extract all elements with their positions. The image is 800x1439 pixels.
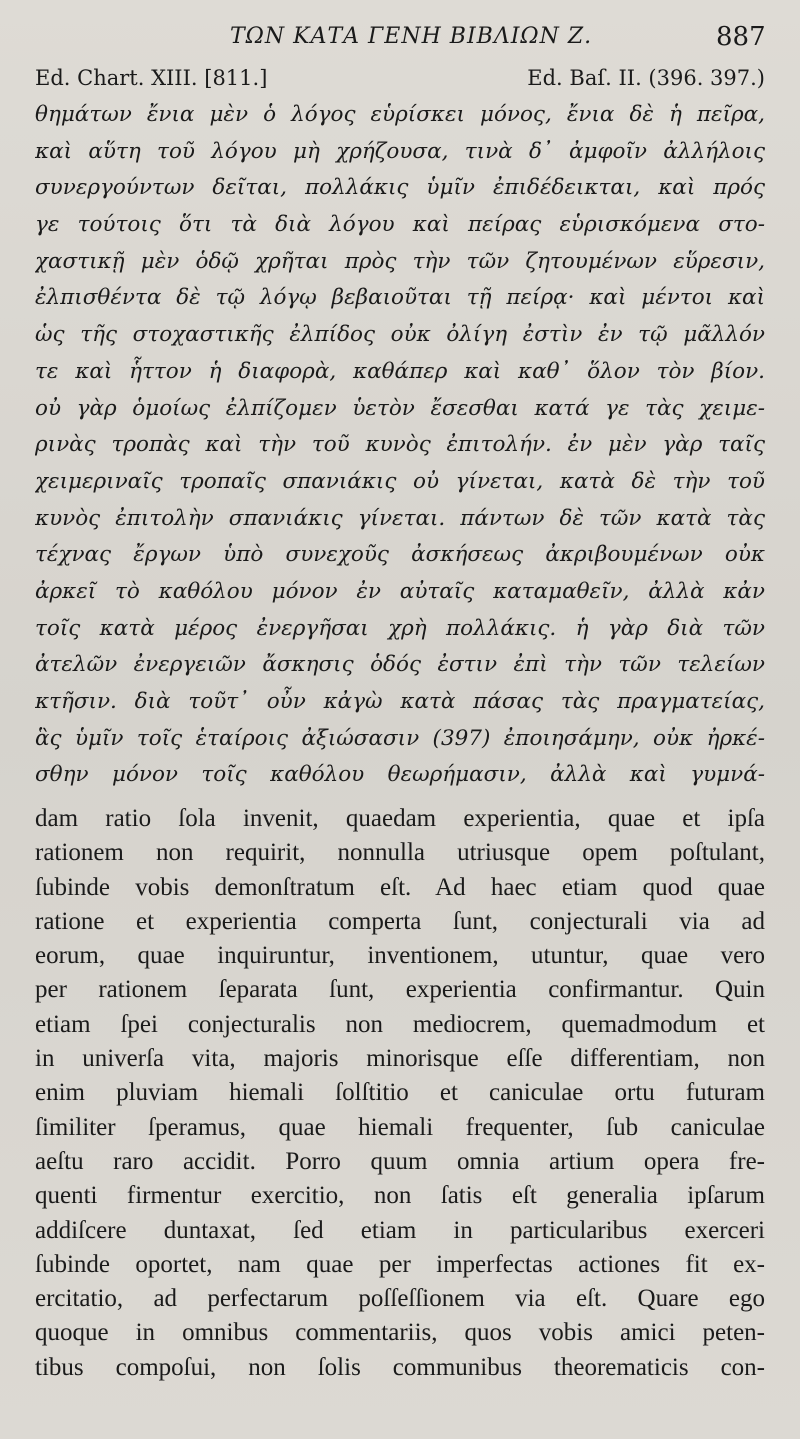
greek-line: ἃς ὑμῖν τοῖς ἑταίροις ἀξιώσασιν (397) ἐποιησάμην, οὐκ ἠρκέ- [35, 725, 765, 751]
latin-line: tibus compoſui, non ſolis communibus theorematicis con- [35, 1353, 765, 1381]
latin-line: quenti firmentur exercitio, non ſatis eſt generalia ipſarum [35, 1182, 765, 1210]
latin-line: in univerſa vita, majoris minorisque eſſe differentiam, non [35, 1045, 765, 1073]
latin-line: dam ratio ſola invenit, quaedam experientia, quae et ipſa [35, 805, 765, 832]
greek-line: ἀρκεῖ τὸ καθόλου μόνον ἐν αὐταῖς καταμαθεῖν, ἀλλὰ κἀν [35, 578, 765, 604]
greek-line: οὐ γὰρ ὁμοίως ἐλπίζομεν ὑετὸν ἔσεσθαι κατά γε τὰς χειμε- [35, 395, 765, 421]
running-title: ΤΩΝ ΚΑΤΑ ΓΕΝΗ ΒΙΒΛΙΩΝ Ζ. [230, 24, 593, 49]
latin-line: addiſcere duntaxat, ſed etiam in particularibus exerceri [35, 1216, 765, 1244]
latin-line: ſimiliter ſperamus, quae hiemali frequenter, ſub caniculae [35, 1113, 765, 1141]
greek-line: ἐλπισθέντα δὲ τῷ λόγῳ βεβαιοῦται τῇ πείρᾳ· καὶ μέντοι καὶ [35, 285, 765, 311]
latin-line: aeſtu raro accidit. Porro quum omnia artium opera fre- [35, 1147, 765, 1175]
latin-translation-block [35, 802, 765, 1385]
greek-line: χειμεριναῖς τροπαῖς σπανιάκις οὐ γίνεται, κατὰ δὲ τὴν τοῦ [35, 468, 765, 494]
latin-line: ſubinde oportet, nam quae per imperfectas actiones fit ex- [35, 1250, 765, 1278]
greek-line: ρινὰς τροπὰς καὶ τὴν τοῦ κυνὸς ἐπιτολήν. ἐν μὲν γὰρ ταῖς [35, 432, 765, 458]
greek-line: ὡς τῆς στοχαστικῆς ἐλπίδος οὐκ ὀλίγη ἐστὶν ἐν τῷ μᾶλλόν [35, 322, 765, 348]
latin-line: ratione et experientia comperta ſunt, conjecturali via ad [35, 907, 765, 935]
edition-chartier-ref: Ed. Chart. XIII. [811.] [35, 66, 268, 90]
running-head [0, 22, 800, 58]
greek-line: γε τούτοις ὅτι τὰ διὰ λόγου καὶ πείρας εὑρισκόμενα στο- [35, 212, 765, 238]
greek-text-block [35, 97, 765, 794]
latin-line: rationem non requirit, nonnulla utriusque opem poſtulant, [35, 839, 765, 867]
greek-line: τοῖς κατὰ μέρος ἐνεργῆσαι χρὴ πολλάκις. ἡ γὰρ διὰ τῶν [35, 615, 765, 641]
greek-line: σθην μόνον τοῖς καθόλου θεωρήμασιν, ἀλλὰ καὶ γυμνά- [35, 762, 765, 788]
latin-line: eorum, quae inquiruntur, inventionem, utuntur, quae vero [35, 942, 765, 970]
latin-line: quoque in omnibus commentariis, quos vobis amici peten- [35, 1319, 765, 1347]
greek-line: καὶ αὕτη τοῦ λόγου μὴ χρήζουσα, τινὰ δ᾽ ἀμφοῖν ἀλλήλοις [35, 138, 765, 164]
latin-line: ercitatio, ad perfectarum poſſeſſionem via eſt. Quare ego [35, 1285, 765, 1313]
greek-line: θημάτων ἔνια μὲν ὁ λόγος εὑρίσκει μόνος, ἔνια δὲ ἡ πεῖρα, [35, 102, 765, 127]
greek-line: συνεργούντων δεῖται, πολλάκις ὑμῖν ἐπιδέδεικται, καὶ πρός [35, 175, 765, 201]
latin-line: etiam ſpei conjecturalis non mediocrem, quemadmodum et [35, 1010, 765, 1038]
latin-line: per rationem ſeparata ſunt, experientia confirmantur. Quin [35, 976, 765, 1004]
edition-basel-ref: Ed. Baſ. II. (396. 397.) [527, 66, 765, 90]
greek-line: χαστικῇ μὲν ὁδῷ χρῆται πρὸς τὴν τῶν ζητουμένων εὕρεσιν, [35, 248, 765, 274]
edition-references [35, 66, 765, 94]
latin-line: enim pluviam hiemali ſolſtitio et caniculae ortu futuram [35, 1079, 765, 1107]
greek-line: τέχνας ἔργων ὑπὸ συνεχοῦς ἀσκήσεως ἀκριβουμένων οὐκ [35, 542, 765, 568]
greek-line: ἀτελῶν ἐνεργειῶν ἄσκησις ὁδός ἐστιν ἐπὶ τὴν τῶν τελείων [35, 652, 765, 678]
greek-line: τε καὶ ἧττον ἡ διαφορὰ, καθάπερ καὶ καθ᾽ ὅλον τὸν βίον. [35, 358, 765, 384]
latin-line: ſubinde vobis demonſtratum eſt. Ad haec etiam quod quae [35, 873, 765, 901]
greek-line: κυνὸς ἐπιτολὴν σπανιάκις γίνεται. πάντων δὲ τῶν κατὰ τὰς [35, 505, 765, 531]
page-number: 887 [716, 22, 766, 52]
greek-line: κτῆσιν. διὰ τοῦτ᾽ οὖν κἀγὼ κατὰ πάσας τὰς πραγματείας, [35, 689, 765, 714]
